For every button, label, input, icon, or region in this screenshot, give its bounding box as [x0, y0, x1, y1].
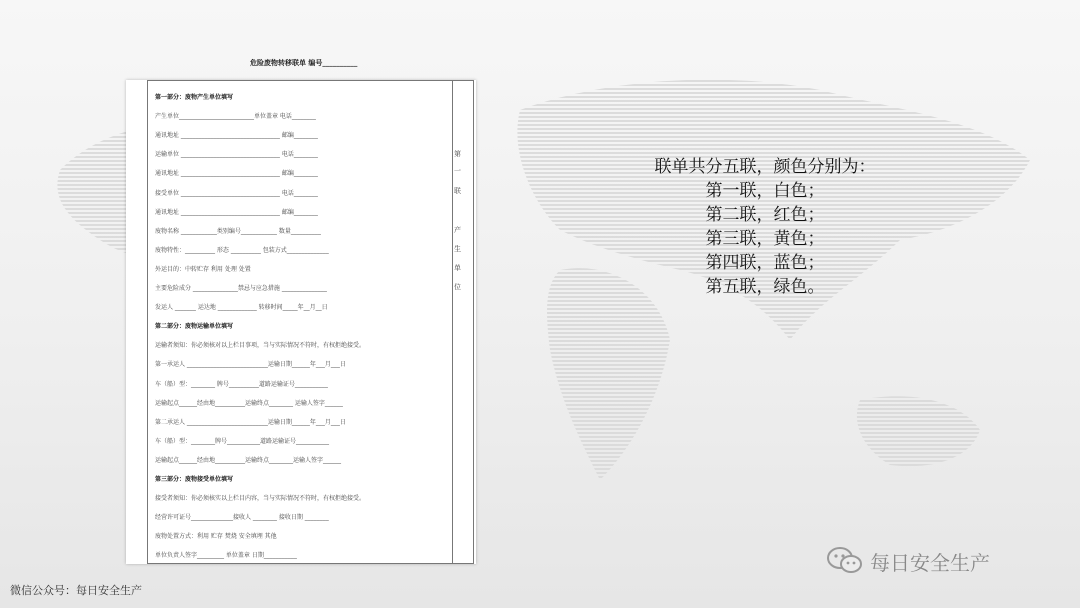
form-section-heading: 第三部分：废物接受单位填写 [155, 476, 234, 483]
form-line: 通讯地址 _________________________________ 邮编________ [155, 208, 318, 216]
form-line: 发运人 _______ 运达地 _____________ 转移时间_____年__月__日 [155, 304, 328, 312]
form-line: 外运目的：中转贮存 利用 处理 处置 [155, 265, 251, 273]
form-line: 废物特性：__________ 形态 __________ 包装方式______________ [155, 246, 329, 254]
side-label-char: 位 [454, 283, 461, 291]
info-line: 联单共分五联，颜色分别为： [654, 157, 876, 177]
form-line: 第一承运人 ___________________________运输日期______年___月___日 [155, 361, 346, 369]
document-title: 危险废物转移联单 编号__________ [250, 59, 358, 67]
form-line: 车（船）型：________牌号___________道路运输证号___________ [155, 437, 330, 445]
info-line: 第一联，白色； [705, 181, 825, 201]
form-line: 接受单位 _________________________________ 电话________ [155, 189, 318, 197]
side-label-char: 单 [454, 264, 461, 272]
form-line: 接受者须知：你必须核实以上栏目内容，当与实际情况不符时，有权拒绝接受。 [155, 495, 366, 503]
form-line: 主要危险成分 _______________禁忌与应急措施 _______________ [155, 285, 327, 292]
footer-account: 微信公众号：每日安全生产 [10, 584, 142, 597]
info-line: 第四联，蓝色； [705, 253, 825, 273]
watermark-text: 每日安全生产 [870, 550, 990, 575]
form-line: 经营许可证号______________接收人 ________ 接收日期 ________ [155, 514, 329, 522]
form-line: 运输起点______经由地__________运输终点________运输人签字______ [155, 456, 342, 464]
side-label-char: 联 [454, 187, 461, 195]
side-label-char: 产 [454, 226, 461, 234]
form-divider [452, 80, 453, 564]
info-line: 第五联，绿色。 [705, 277, 825, 297]
form-line: 运输者须知：你必须核对以上栏目事项，当与实际情况不符时，有权拒绝接受。 [155, 342, 366, 350]
form-line: 通讯地址 _________________________________ 邮编________ [155, 170, 318, 178]
form-line: 第二承运人 ___________________________运输日期______年___月___日 [155, 418, 346, 426]
form-line: 车（船）型：________ 牌号__________道路运输证号___________ [155, 380, 328, 388]
side-label-char: 一 [454, 167, 461, 175]
form-line: 废物名称 ____________类别编号____________ 数量__________ [155, 227, 321, 235]
form-section-heading: 第一部分：废物产生单位填写 [155, 94, 234, 101]
form-section-heading: 第二部分：废物运输单位填写 [155, 323, 234, 331]
form-line: 运输起点______经由地__________运输终点________ 运输人签字______ [155, 399, 343, 407]
form-line: 废物处置方式：利用 贮存 焚烧 安全填埋 其他 [155, 533, 277, 541]
wechat-icon [826, 546, 864, 576]
form-line: 产生单位_________________________单位盖章 电话________ [155, 113, 316, 121]
info-line: 第二联，红色； [705, 205, 825, 225]
form-line: 运输单位 _________________________________ 电话________ [155, 151, 318, 159]
side-label-char: 第 [454, 150, 461, 158]
watermark [826, 546, 990, 576]
form-line: 单位负责人签字_________ 单位盖章 日期___________ [155, 552, 297, 560]
form-line: 通讯地址 _________________________________ 邮编________ [155, 132, 318, 140]
info-line: 第三联，黄色； [705, 229, 825, 249]
color-info-block [620, 155, 910, 299]
side-label-char: 生 [454, 245, 461, 253]
